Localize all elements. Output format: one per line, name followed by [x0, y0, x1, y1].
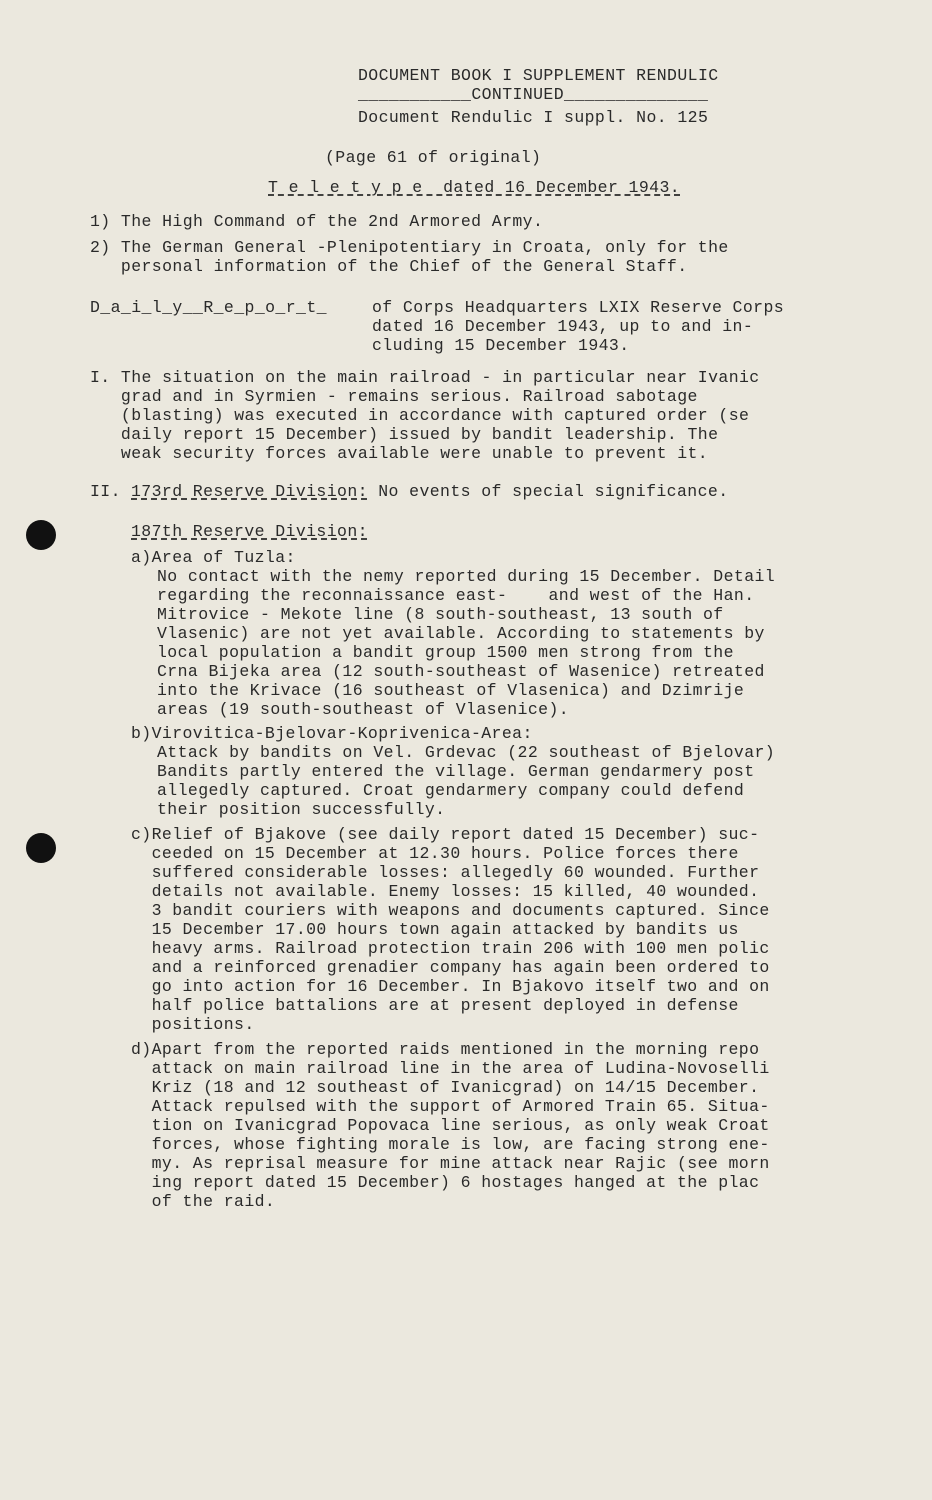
item-c-line: half police battalions are at present deployed in defense	[131, 996, 739, 1015]
area-b-line: Attack by bandits on Vel. Grdevac (22 southeast of Bjelovar)	[157, 743, 776, 762]
item-d-line: ing report dated 15 December) 6 hostages hanged at the plac	[131, 1173, 760, 1192]
item-c-line: suffered considerable losses: allegedly 60 wounded. Further	[131, 863, 760, 882]
daily-report-label: D_a_i_l_y__R_e_p_o_r_t_	[90, 298, 327, 317]
area-b-line: Bandits partly entered the village. German gendarmery post	[157, 762, 755, 781]
area-a-line: into the Krivace (16 southeast of Vlasenica) and Dzimrije	[157, 681, 745, 700]
item-c-line: details not available. Enemy losses: 15 killed, 40 wounded.	[131, 882, 760, 901]
addressee-1: 1) The High Command of the 2nd Armored Army.	[90, 212, 544, 231]
area-b-line: allegedly captured. Croat gendarmery company could defend	[157, 781, 745, 800]
item-c-line: go into action for 16 December. In Bjakovo itself two and on	[131, 977, 770, 996]
punch-hole-top	[26, 520, 56, 550]
header-title: DOCUMENT BOOK I SUPPLEMENT RENDULIC	[358, 66, 719, 85]
area-b-title: b)Virovitica-Bjelovar-Koprivenica-Area:	[131, 724, 533, 743]
area-a-line: local population a bandit group 1500 men strong from the	[157, 643, 734, 662]
area-a-line: Mitrovice - Mekote line (8 south-southeast, 13 south of	[157, 605, 724, 624]
section-i-line: I. The situation on the main railroad - in particular near Ivanic	[90, 368, 760, 387]
daily-report-line: cluding 15 December 1943.	[372, 336, 630, 355]
item-d-line: forces, whose fighting morale is low, are facing strong ene-	[131, 1135, 770, 1154]
teletype-date: T e l e t y p e dated 16 December 1943.	[268, 178, 681, 197]
division-173-title: 173rd Reserve Division:	[131, 482, 368, 501]
area-b-line: their position successfully.	[157, 800, 446, 819]
daily-report-line: dated 16 December 1943, up to and in-	[372, 317, 754, 336]
item-d-line: of the raid.	[131, 1192, 276, 1211]
section-i-line: daily report 15 December) issued by bandit leadership. The	[90, 425, 719, 444]
addressee-2: 2) The German General -Plenipotentiary in Croata, only for the	[90, 238, 729, 257]
division-173-line	[131, 482, 729, 501]
item-c-line: and a reinforced grenadier company has again been ordered to	[131, 958, 770, 977]
item-c-line: positions.	[131, 1015, 255, 1034]
division-187-title: 187th Reserve Division:	[131, 522, 368, 541]
item-d-line: Kriz (18 and 12 southeast of Ivanicgrad) on 14/15 December.	[131, 1078, 760, 1097]
item-c-line: heavy arms. Railroad protection train 206 with 100 men polic	[131, 939, 770, 958]
item-c-line: 3 bandit couriers with weapons and documents captured. Since	[131, 901, 770, 920]
area-a-line: No contact with the nemy reported during 15 December. Detail	[157, 567, 776, 586]
section-i-line: (blasting) was executed in accordance with captured order (se	[90, 406, 750, 425]
addressee-2-cont: personal information of the Chief of the General Staff.	[90, 257, 688, 276]
daily-report-line: of Corps Headquarters LXIX Reserve Corps	[372, 298, 785, 317]
document-number: Document Rendulic I suppl. No. 125	[358, 108, 709, 127]
area-a-line: regarding the reconnaissance east- and west of the Han.	[157, 586, 755, 605]
item-c-line: 15 December 17.00 hours town again attacked by bandits us	[131, 920, 739, 939]
area-a-line: areas (19 south-southeast of Vlasenice).	[157, 700, 570, 719]
section-i-line: grad and in Syrmien - remains serious. Railroad sabotage	[90, 387, 698, 406]
area-a-line: Vlasenic) are not yet available. According to statements by	[157, 624, 765, 643]
item-d-line: my. As reprisal measure for mine attack near Rajic (see morn	[131, 1154, 770, 1173]
area-a-title: a)Area of Tuzla:	[131, 548, 296, 567]
item-d-line: d)Apart from the reported raids mentioned in the morning repo	[131, 1040, 760, 1059]
page-reference: (Page 61 of original)	[325, 148, 542, 167]
area-a-line: Crna Bijeka area (12 south-southeast of Wasenice) retreated	[157, 662, 765, 681]
item-c-line: c)Relief of Bjakove (see daily report dated 15 December) suc-	[131, 825, 760, 844]
section-ii-numeral: II.	[90, 482, 121, 501]
division-173-text: No events of special significance.	[367, 482, 729, 501]
punch-hole-bottom	[26, 833, 56, 863]
item-c-line: ceeded on 15 December at 12.30 hours. Police forces there	[131, 844, 739, 863]
section-i-line: weak security forces available were unable to prevent it.	[90, 444, 709, 463]
header-continued: ___________CONTINUED______________	[358, 85, 709, 104]
item-d-line: tion on Ivanicgrad Popovaca line serious, as only weak Croat	[131, 1116, 770, 1135]
item-d-line: Attack repulsed with the support of Armored Train 65. Situa-	[131, 1097, 770, 1116]
item-d-line: attack on main railroad line in the area of Ludina-Novoselli	[131, 1059, 770, 1078]
